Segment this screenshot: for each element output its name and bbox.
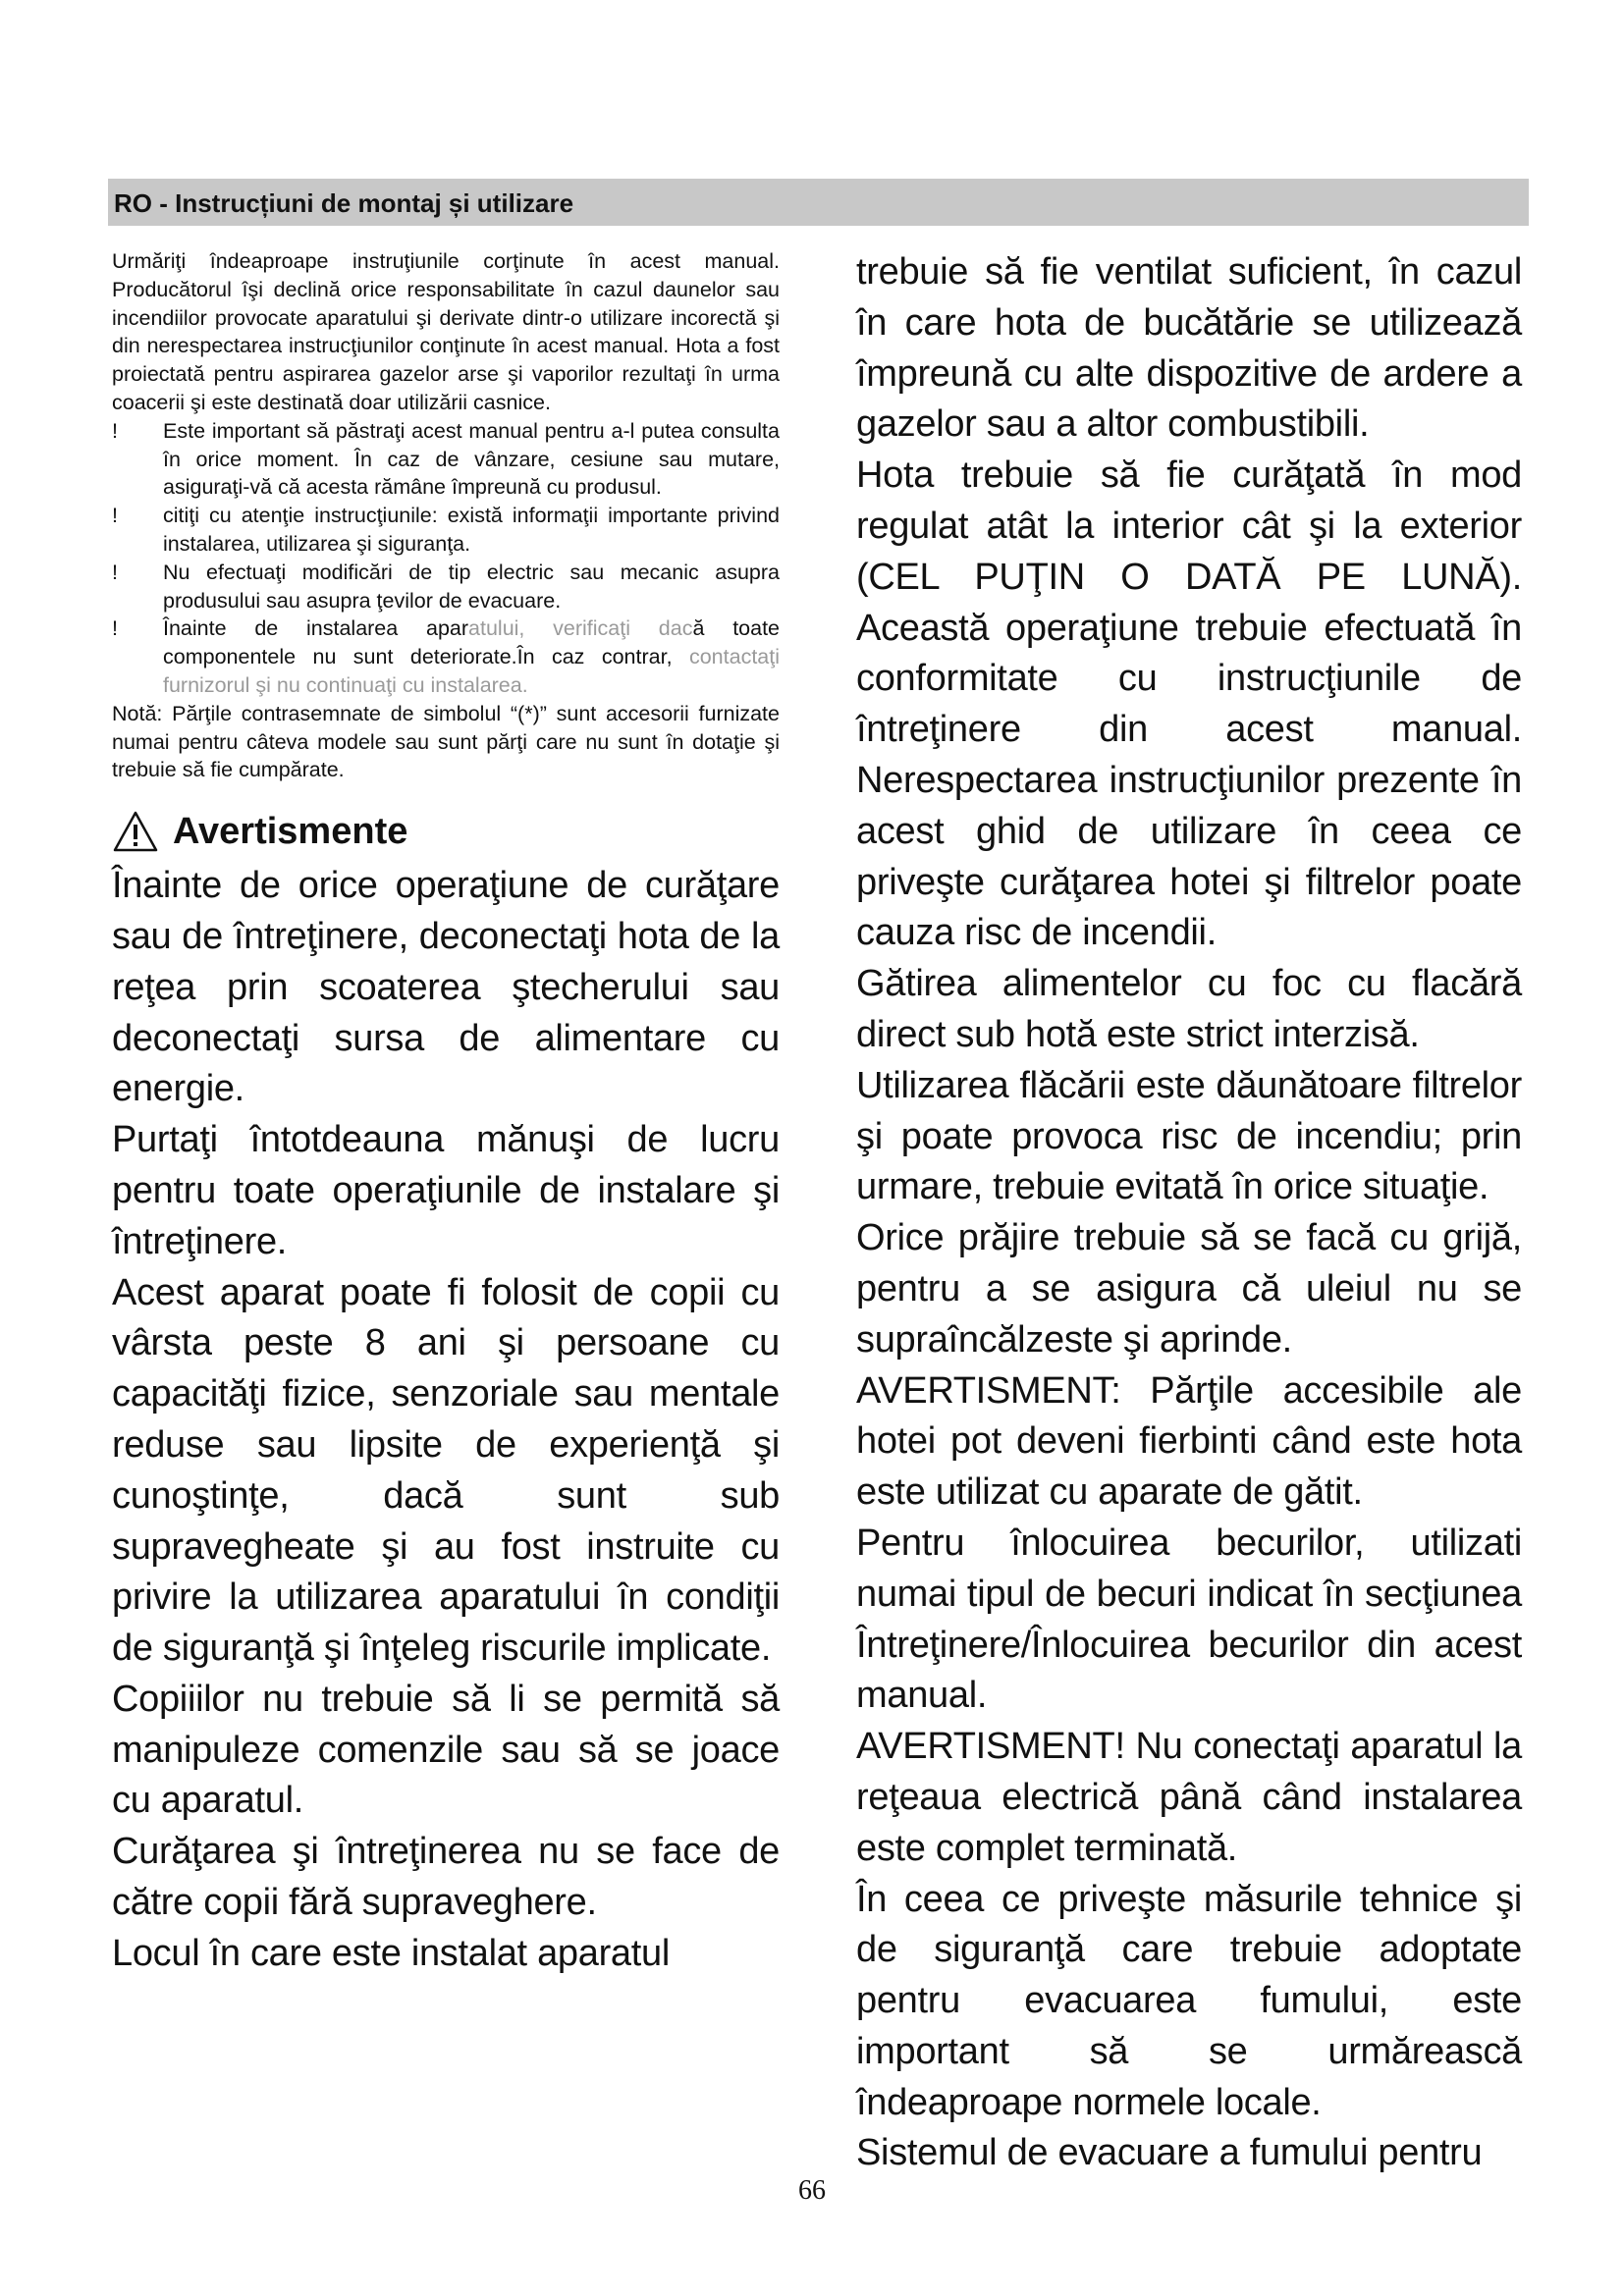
body-paragraph: Pentru înlocuirea becurilor, utilizati numai tipul de becuri indicat în secţiunea Întreţinere/Înlocuirea becurilor din acest manual.: [856, 1522, 1522, 1717]
right-column: [856, 247, 1522, 2179]
bullet-text-part: Înainte de instalarea apar: [163, 616, 469, 641]
bullet-mark: !: [112, 504, 118, 528]
warning-paragraph: Curăţarea şi întreţinerea nu se face de către copii fără supraveghere.: [112, 1831, 780, 1924]
warning-paragraph: Purtaţi întotdeauna mănuşi de lucru pentru toate operaţiunile de instalare şi întreţinere.: [112, 1119, 780, 1262]
body-paragraph: AVERTISMENT: Părţile accesibile ale hotei pot deveni fierbinti când este hota este utilizat cu aparate de gătit.: [856, 1369, 1522, 1514]
faded-text: ţi furnizorul: [163, 645, 780, 697]
faded-text: ţi dac: [620, 616, 693, 641]
bullet-item: [112, 559, 780, 615]
bullet-text: Nu efectuaţi modificări de tip electric sau mecanic asupra produsului sau asupra ţevilor de evacuare.: [163, 560, 780, 613]
bullet-mark: !: [112, 616, 118, 641]
bullet-text-part: ă toate componentele nu sunt deteriorate.În caz contrar,: [163, 616, 781, 669]
warning-triangle-icon: [112, 810, 159, 853]
body-paragraph: Orice prăjire trebuie să se facă cu grijă, pentru a se asigura că uleiul nu se supraîncălzeste şi aprinde.: [856, 1217, 1522, 1361]
faded-text: atului, verifica: [468, 616, 621, 641]
warning-paragraph: Acest aparat poate fi folosit de copii cu vârsta peste 8 ani şi persoane cu capacităţi fizice, senzoriale sau mentale reduse sau lipsite de experienţă şi cunoştinţe, dacă sunt sub supravegheate şi au fost instruite cu privire la utilizarea aparatului în condiţii de siguranţă şi înţeleg riscurile implicate.: [112, 1271, 780, 1670]
note-paragraph: Notă: Părţile contrasemnate de simbolul “(*)” sunt accesorii furnizate numai pentru câteva modele sau sunt părţi care nu sunt în dotaţie şi trebuie să fie cumpărate.: [112, 701, 780, 782]
warning-paragraph: Copiiilor nu trebuie să li se permită să manipuleze comenzile sau să se joace cu aparatul.: [112, 1678, 780, 1822]
faded-text: ţi cu instalarea.: [386, 672, 528, 697]
bullet-text: citiţi cu atenţie instrucţiunile: există informaţii importante privind instalarea, utilizarea şi siguranţa.: [163, 504, 780, 556]
bullet-item: [112, 614, 780, 699]
section-title: RO - Instrucțiuni de montaj și utilizare: [114, 188, 574, 218]
intro-paragraph: Urmăriţi îndeaproape instruţiunile corţinute în acest manual. Producătorul îşi declină orice responsabilitate în cazul daunelor sau incendiilor provocate aparatului şi derivate dintr-o utilizare incorectă şi din nerespectarea instrucţiunilor conţinute în acest manual. Hota a fost proiectată pentru aspirarea gazelor arse şi vaporilor rezultaţi în urma coacerii şi este destinată doar utilizării casnice.: [112, 249, 780, 414]
warning-heading: [112, 806, 780, 857]
warning-paragraph: Locul în care este instalat aparatul: [112, 1932, 670, 1974]
bullet-text: [163, 614, 780, 699]
section-header: [108, 179, 1529, 226]
page-number: 66: [798, 2175, 826, 2206]
body-paragraph: Hota trebuie să fie curăţată în mod regulat atât la interior cât şi la exterior (CEL PUŢIN O DATĂ PE LUNĂ). Această operaţiune trebuie efectuată în conformitate cu instrucţiunile de întreţinere din acest manual. Nerespectarea instrucţiunilor prezente în acest ghid de utilizare în ceea ce priveşte curăţarea hotei şi filtrelor poate cauza risc de incendii.: [856, 454, 1522, 954]
body-paragraph: Sistemul de evacuare a fumului pentru: [856, 2132, 1483, 2174]
body-paragraph: trebuie să fie ventilat suficient, în cazul în care hota de bucătărie se utilizează împreună cu alte dispozitive de ardere a gazelor sau a altor combustibili.: [856, 251, 1522, 446]
faded-text: şi nu continua: [255, 672, 387, 697]
faded-text: contacta: [688, 645, 770, 669]
bullet-item: [112, 502, 780, 559]
bullet-item: [112, 417, 780, 502]
body-paragraph: AVERTISMENT! Nu conectaţi aparatul la reţeaua electrică până când instalarea este complet terminată.: [856, 1726, 1522, 1869]
warning-body: [112, 861, 780, 1980]
body-paragraph: Gătirea alimentelor cu foc cu flacără direct sub hotă este strict interzisă.: [856, 963, 1522, 1055]
body-paragraph: Utilizarea flăcării este dăunătoare filtrelor şi poate provoca risc de incendiu; prin urmare, trebuie evitată în orice situaţie.: [856, 1064, 1522, 1208]
bullet-text: Este important să păstraţi acest manual pentru a-l putea consulta în orice moment. În caz de vânzare, cesiune sau mutare, asiguraţi-vă că acesta rămâne împreună cu produsul.: [163, 418, 780, 500]
bullet-mark: !: [112, 560, 118, 584]
body-paragraph: În ceea ce priveşte măsurile tehnice şi de siguranţă care trebuie adoptate pentru evacuarea fumului, este important să se urmărească îndeaproape normele locale.: [856, 1878, 1522, 2123]
left-column: [112, 247, 780, 1980]
bullet-mark: !: [112, 418, 118, 443]
warning-title: Avertismente: [173, 810, 408, 852]
warning-paragraph: Înainte de orice operaţiune de curăţare sau de întreţinere, deconectaţi hota de la reţea prin scoaterea ştecherului sau deconectaţi sursa de alimentare cu energie.: [112, 865, 780, 1110]
